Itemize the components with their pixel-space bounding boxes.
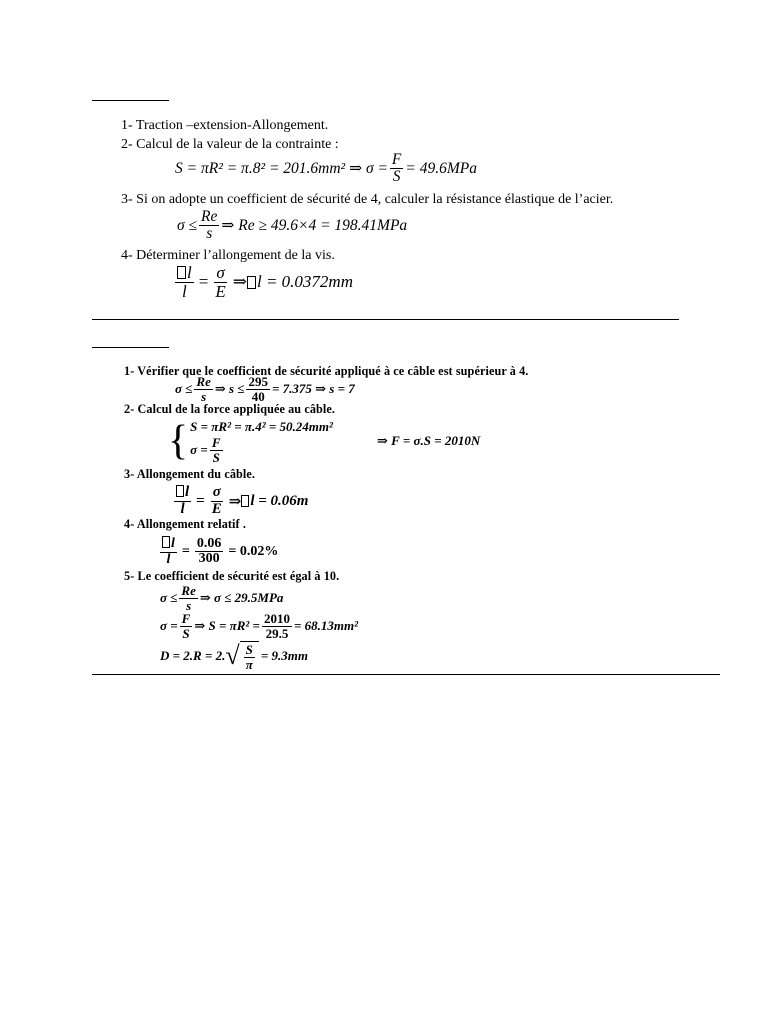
- ex2-eq5-2-fraction-2: $\frac{2010}{29.5}$: [263, 611, 290, 641]
- ex2-equation-3: $\frac{l}{l}$ = $\frac{\sigma}{E}$ ⇒ l = 0.06m: [172, 485, 308, 518]
- ex2-eq4-fraction-1: $\frac{l}{l}$: [160, 536, 177, 567]
- ex1-eq2-lhs: S = πR² = π.8² = 201.6mm² ⇒ σ =: [175, 160, 388, 178]
- ex2-eq1-fraction-2: $\frac{295}{40}$: [248, 374, 268, 404]
- ex2-system-result: ⇒ F = σ.S = 2010N: [377, 433, 481, 448]
- ex1-question-4: 4- Déterminer l’allongement de la vis.: [121, 248, 335, 263]
- ex1-question-3: 3- Si on adopte un coefficient de sécurité de 4, calculer la résistance élastique de l’acier.: [121, 192, 614, 207]
- ex2-question-5: 5- Le coefficient de sécurité est égal à 10.: [124, 569, 340, 583]
- ex2-equation-5-3: D = 2.R = 2. √ $\frac{S}{\pi}$ = 9.3mm: [160, 641, 309, 672]
- exercise-1-separator: [92, 319, 679, 320]
- missing-glyph-box: [247, 276, 256, 289]
- ex2-eq3-fraction-2: $\frac{\sigma}{E}$: [211, 484, 222, 517]
- ex1-question-1: 1- Traction –extension-Allongement.: [121, 118, 329, 133]
- missing-glyph-box: [162, 536, 170, 548]
- ex2-question-2: 2- Calcul de la force appliquée au câble.: [124, 402, 336, 416]
- ex2-question-4: 4- Allongement relatif .: [124, 517, 246, 531]
- ex2-system: { S = πR² = π.4² = 50.24mm² σ = $\frac{F}{S}$: [168, 418, 333, 465]
- ex2-eq1-fraction-1: $\frac{Re}{s}$: [196, 374, 211, 404]
- ex2-eq4-fraction-2: $\frac{0.06}{300}$: [196, 535, 222, 567]
- ex2-eq5-2-fraction-1: $\frac{F}{S}$: [181, 611, 191, 641]
- ex2-sys-fraction: $\frac{F}{S}$: [211, 435, 221, 465]
- ex2-equation-5-1: σ ≤ $\frac{Re}{s}$ ⇒ σ ≤ 29.5MPa: [160, 583, 284, 613]
- brace-icon: {: [168, 418, 189, 465]
- exercise-2-separator: [92, 674, 720, 675]
- square-root: [225, 641, 259, 671]
- ex1-equation-4: $\frac{l}{l}$ = $\frac{\sigma}{E}$ ⇒ l = 0.0372mm: [173, 264, 353, 301]
- ex1-eq2-fraction: $\frac{F}{S}$: [391, 151, 402, 186]
- ex1-equation-2: [175, 152, 477, 186]
- ex1-question-2: 2- Calcul de la valeur de la contrainte :: [121, 137, 339, 152]
- ex2-eq3-fraction-1: $\frac{l}{l}$: [174, 485, 191, 518]
- ex2-equation-5-2: σ = $\frac{F}{S}$ ⇒ S = πR² = $\frac{2010}{29.5}$ = 68.13mm²: [160, 611, 358, 641]
- missing-glyph-box: [177, 266, 186, 279]
- ex2-eq5-1-fraction: $\frac{Re}{s}$: [181, 583, 196, 613]
- ex2-question-1: 1- Vérifier que le coefficient de sécurité appliqué à ce câble est supérieur à 4.: [124, 364, 529, 378]
- missing-glyph-box: [176, 485, 184, 497]
- ex2-eq5-3-fraction: $\frac{S}{\pi}$: [245, 642, 253, 672]
- ex2-equation-4: $\frac{l}{l}$ = $\frac{0.06}{300}$ = 0.02%: [158, 536, 278, 567]
- ex2-equation-1: σ ≤ $\frac{Re}{s}$ ⇒ s ≤ $\frac{295}{40}$ = 7.375 ⇒ s = 7: [175, 374, 355, 404]
- radical-icon: √: [225, 641, 240, 671]
- ex1-eq4-fraction-1: $\frac{l}{l}$: [175, 264, 194, 301]
- missing-glyph-box: [241, 495, 249, 507]
- ex1-equation-3: σ ≤ $\frac{Re}{s}$ ⇒ Re ≥ 49.6×4 = 198.41MPa: [177, 208, 408, 243]
- ex1-eq4-fraction-2: $\frac{\sigma}{E}$: [215, 263, 226, 301]
- ex1-eq2-rhs: = 49.6MPa: [405, 159, 477, 177]
- exercise-1-title-underline: [92, 100, 169, 101]
- exercise-2-title-underline: [92, 347, 169, 348]
- ex1-eq3-fraction: $\frac{Re}{s}$: [201, 208, 218, 243]
- ex2-question-3: 3- Allongement du câble.: [124, 467, 256, 481]
